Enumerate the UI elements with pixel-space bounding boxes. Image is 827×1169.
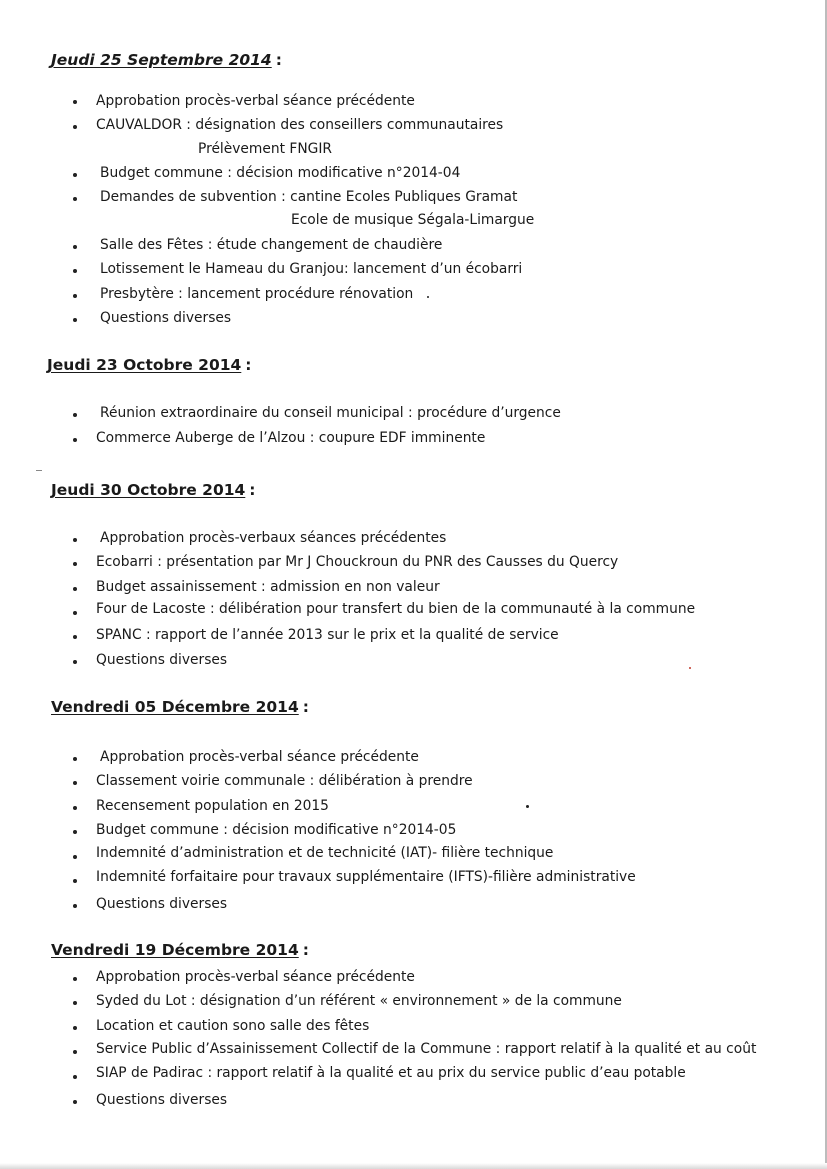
bullet-icon [73, 1001, 77, 1005]
bullet-icon [73, 1026, 77, 1030]
bullet-icon [73, 855, 77, 859]
section-date: Vendredi 19 Décembre 2014 [51, 941, 299, 959]
bullet-icon [73, 660, 77, 664]
list-item: Classement voirie communale : délibération à prendre [96, 773, 473, 789]
bullet-icon [73, 438, 77, 442]
bullet-icon [73, 562, 77, 566]
bullet-icon [73, 538, 77, 542]
bullet-icon [73, 977, 77, 981]
list-item: Syded du Lot : désignation d’un référent « environnement » de la commune [96, 993, 622, 1009]
list-item: SPANC : rapport de l’année 2013 sur le prix et la qualité de service [96, 627, 559, 643]
bullet-icon [73, 197, 77, 201]
bullet-icon [73, 904, 77, 908]
list-item-continuation: Ecole de musique Ségala-Limargue [291, 212, 535, 228]
bullet-icon [73, 635, 77, 639]
list-item: CAUVALDOR : désignation des conseillers communautaires [96, 117, 504, 133]
list-item: Réunion extraordinaire du conseil municipal : procédure d’urgence [100, 405, 561, 421]
heading-colon: : [245, 356, 252, 374]
bullet-icon [73, 757, 77, 761]
bullet-icon [73, 173, 77, 177]
bullet-icon [73, 806, 77, 810]
list-item: Ecobarri : présentation par Mr J Chouckroun du PNR des Causses du Quercy [96, 554, 619, 570]
scan-speck [526, 805, 529, 808]
list-item: Budget commune : décision modificative n°2014-04 [100, 165, 461, 181]
list-item: Questions diverses [96, 896, 228, 912]
scan-edge-bottom [0, 1163, 827, 1169]
list-item-continuation: Prélèvement FNGIR [198, 141, 332, 157]
heading-colon: : [302, 941, 309, 959]
list-item: Indemnité d’administration et de technicité (IAT)- filière technique [96, 845, 554, 861]
bullet-icon [73, 294, 77, 298]
bullet-icon [73, 245, 77, 249]
bullet-icon [73, 318, 77, 322]
bullet-icon [73, 1100, 77, 1104]
bullet-icon [73, 1075, 77, 1079]
list-item: Approbation procès-verbaux séances précédentes [100, 530, 447, 546]
heading-colon: : [275, 51, 282, 69]
bullet-icon [73, 100, 77, 104]
heading-colon: : [302, 698, 309, 716]
list-item: Location et caution sono salle des fêtes [96, 1018, 370, 1034]
bullet-icon [73, 830, 77, 834]
list-item: Recensement population en 2015 [96, 798, 329, 814]
section-date: Jeudi 30 Octobre 2014 [51, 481, 246, 499]
list-item: Four de Lacoste : délibération pour transfert du bien de la communauté à la commune [96, 601, 696, 617]
bullet-icon [73, 413, 77, 417]
list-item: Demandes de subvention : cantine Ecoles Publiques Gramat [100, 189, 518, 205]
scan-speck [36, 470, 42, 471]
scan-speck [427, 296, 429, 298]
list-item: SIAP de Padirac : rapport relatif à la qualité et au prix du service public d’eau potable [96, 1065, 686, 1081]
scan-speck [689, 667, 691, 669]
bullet-icon [73, 269, 77, 273]
section-heading [51, 698, 309, 716]
bullet-icon [73, 587, 77, 591]
list-item: Questions diverses [96, 652, 228, 668]
list-item: Budget assainissement : admission en non valeur [96, 579, 440, 595]
list-item: Approbation procès-verbal séance précédente [100, 749, 419, 765]
heading-colon: : [249, 481, 256, 499]
list-item: Questions diverses [100, 310, 232, 326]
section-date: Vendredi 05 Décembre 2014 [51, 698, 299, 716]
list-item: Lotissement le Hameau du Granjou: lancement d’un écobarri [100, 261, 523, 277]
section-date: Jeudi 23 Octobre 2014 [47, 356, 242, 374]
section-heading [51, 941, 309, 959]
bullet-icon [73, 879, 77, 883]
list-item: Indemnité forfaitaire pour travaux supplémentaire (IFTS)-filière administrative [96, 869, 636, 885]
section-heading [47, 356, 252, 374]
section-date: Jeudi 25 Septembre 2014 [51, 51, 272, 69]
list-item: Commerce Auberge de l’Alzou : coupure EDF imminente [96, 430, 486, 446]
list-item: Approbation procès-verbal séance précédente [96, 969, 415, 985]
list-item: Questions diverses [96, 1092, 228, 1108]
bullet-icon [73, 125, 77, 129]
section-heading [51, 51, 282, 69]
bullet-icon [73, 611, 77, 615]
bullet-icon [73, 1050, 77, 1054]
section-heading [51, 481, 256, 499]
list-item: Salle des Fêtes : étude changement de chaudière [100, 237, 443, 253]
list-item: Budget commune : décision modificative n°2014-05 [96, 822, 457, 838]
list-item: Presbytère : lancement procédure rénovation [100, 286, 414, 302]
list-item: Service Public d’Assainissement Collectif de la Commune : rapport relatif à la qualité et au coût [96, 1041, 757, 1057]
list-item: Approbation procès-verbal séance précédente [96, 93, 415, 109]
bullet-icon [73, 781, 77, 785]
